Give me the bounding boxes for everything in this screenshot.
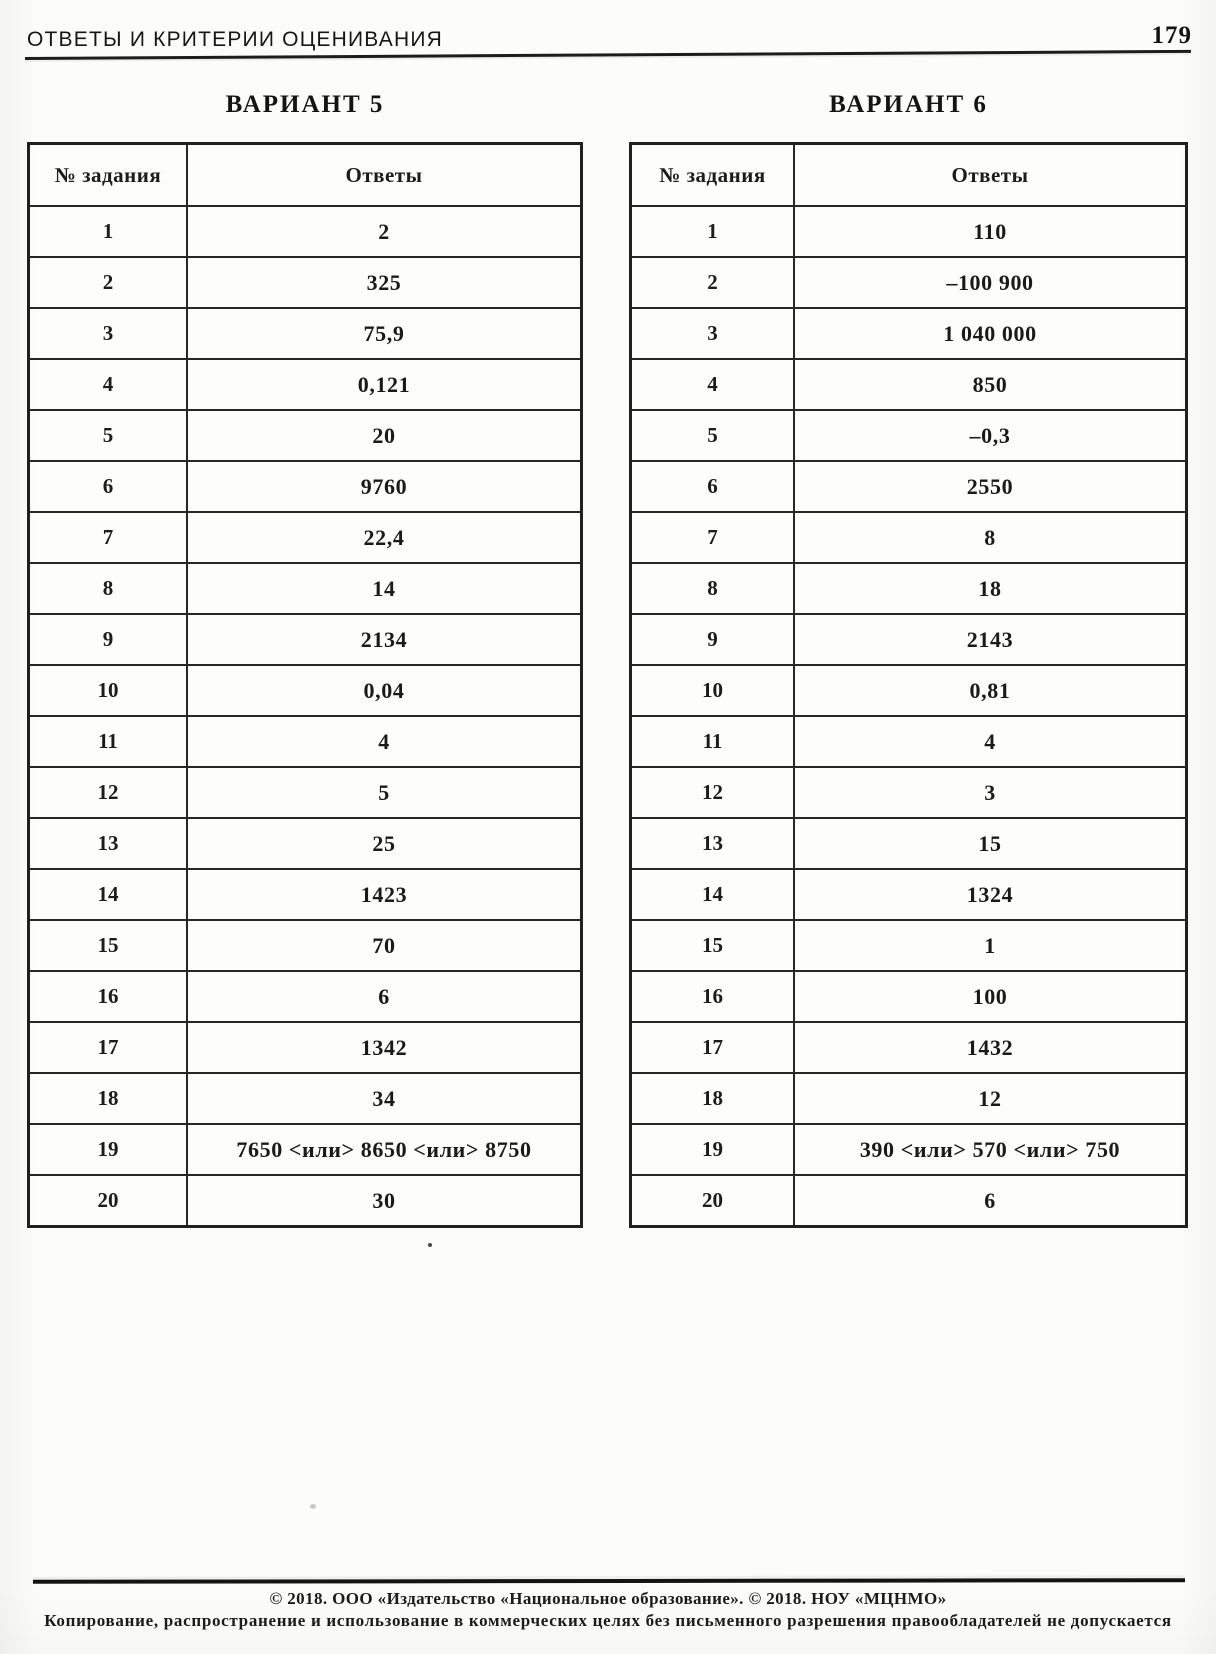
table-row xyxy=(631,257,1187,308)
table-row xyxy=(631,614,1187,665)
cell-task-number: 8 xyxy=(631,563,795,614)
cell-answer: 0,04 xyxy=(187,665,582,716)
cell-answer: 7650 <или> 8650 <или> 8750 xyxy=(187,1124,582,1175)
cell-answer: 325 xyxy=(187,257,582,308)
cell-answer: 6 xyxy=(794,1175,1187,1227)
cell-answer: 70 xyxy=(187,920,582,971)
cell-task-number: 13 xyxy=(29,818,188,869)
page-number: 179 xyxy=(1151,22,1192,49)
cell-task-number: 6 xyxy=(29,461,188,512)
table-row xyxy=(29,1073,582,1124)
cell-task-number: 18 xyxy=(29,1073,188,1124)
cell-task-number: 19 xyxy=(631,1124,795,1175)
cell-task-number: 7 xyxy=(631,512,795,563)
cell-task-number: 1 xyxy=(631,206,795,257)
cell-answer: 1342 xyxy=(187,1022,582,1073)
variant-5-section xyxy=(27,90,583,1228)
table-row xyxy=(29,1175,582,1227)
variant-6-section xyxy=(629,90,1188,1228)
table-row xyxy=(29,1022,582,1073)
table-row xyxy=(631,869,1187,920)
table-row xyxy=(29,818,582,869)
table-row xyxy=(29,665,582,716)
cell-answer: 34 xyxy=(187,1073,582,1124)
cell-answer: 2134 xyxy=(187,614,582,665)
table-header-row xyxy=(631,144,1187,207)
table-row xyxy=(631,359,1187,410)
table-row xyxy=(29,767,582,818)
cell-task-number: 9 xyxy=(631,614,795,665)
cell-answer: 110 xyxy=(794,206,1187,257)
cell-answer: –0,3 xyxy=(794,410,1187,461)
cell-task-number: 16 xyxy=(29,971,188,1022)
table-row xyxy=(29,563,582,614)
column-header-task-number: № задания xyxy=(29,144,188,207)
cell-task-number: 12 xyxy=(29,767,188,818)
cell-task-number: 1 xyxy=(29,206,188,257)
cell-answer: 20 xyxy=(187,410,582,461)
cell-answer: 1 040 000 xyxy=(794,308,1187,359)
variant-5-title: ВАРИАНТ 5 xyxy=(225,91,385,118)
cell-answer: 2 xyxy=(187,206,582,257)
table-row xyxy=(29,206,582,257)
cell-task-number: 2 xyxy=(29,257,188,308)
column-header-answers: Ответы xyxy=(187,144,582,207)
cell-answer: 14 xyxy=(187,563,582,614)
cell-answer: 390 <или> 570 <или> 750 xyxy=(794,1124,1187,1175)
cell-task-number: 2 xyxy=(631,257,795,308)
cell-task-number: 5 xyxy=(631,410,795,461)
cell-answer: 1 xyxy=(794,920,1187,971)
cell-answer: 100 xyxy=(794,971,1187,1022)
cell-answer: 0,81 xyxy=(794,665,1187,716)
table-row xyxy=(631,206,1187,257)
column-header-task-number: № задания xyxy=(631,144,795,207)
table-row xyxy=(631,665,1187,716)
cell-answer: 2143 xyxy=(794,614,1187,665)
running-title: ОТВЕТЫ И КРИТЕРИИ ОЦЕНИВАНИЯ xyxy=(27,28,444,51)
cell-task-number: 9 xyxy=(29,614,188,665)
cell-answer: 25 xyxy=(187,818,582,869)
cell-answer: 8 xyxy=(794,512,1187,563)
footer-copyright: © 2018. ООО «Издательство «Национальное образование». © 2018. НОУ «МЦНМО» xyxy=(269,1589,947,1608)
cell-task-number: 13 xyxy=(631,818,795,869)
cell-task-number: 19 xyxy=(29,1124,188,1175)
cell-answer: 1432 xyxy=(794,1022,1187,1073)
cell-task-number: 20 xyxy=(631,1175,795,1227)
table-row xyxy=(631,308,1187,359)
footer-copy-notice: Копирование, распространение и использование в коммерческих целях без письменного разрешения правообладателей не допускается xyxy=(44,1611,1172,1630)
table-row xyxy=(631,1124,1187,1175)
cell-task-number: 15 xyxy=(29,920,188,971)
table-row xyxy=(29,461,582,512)
variant-6-title: ВАРИАНТ 6 xyxy=(829,91,988,118)
cell-answer: 2550 xyxy=(794,461,1187,512)
cell-answer: 0,121 xyxy=(187,359,582,410)
table-row xyxy=(631,767,1187,818)
table-row xyxy=(29,308,582,359)
cell-task-number: 14 xyxy=(631,869,795,920)
cell-task-number: 17 xyxy=(631,1022,795,1073)
cell-task-number: 7 xyxy=(29,512,188,563)
table-row xyxy=(631,818,1187,869)
cell-answer: 850 xyxy=(794,359,1187,410)
table-row xyxy=(631,461,1187,512)
cell-answer: 6 xyxy=(187,971,582,1022)
scan-speck xyxy=(310,1504,316,1509)
table-row xyxy=(631,920,1187,971)
cell-answer: 15 xyxy=(794,818,1187,869)
cell-answer: 1423 xyxy=(187,869,582,920)
table-row xyxy=(29,614,582,665)
cell-task-number: 11 xyxy=(631,716,795,767)
cell-answer: 4 xyxy=(187,716,582,767)
cell-task-number: 11 xyxy=(29,716,188,767)
table-row xyxy=(631,716,1187,767)
cell-task-number: 10 xyxy=(631,665,795,716)
cell-task-number: 8 xyxy=(29,563,188,614)
cell-task-number: 3 xyxy=(29,308,188,359)
cell-task-number: 17 xyxy=(29,1022,188,1073)
cell-answer: –100 900 xyxy=(794,257,1187,308)
table-row xyxy=(29,971,582,1022)
table-row xyxy=(29,920,582,971)
footer-rule xyxy=(33,1578,1185,1584)
table-row xyxy=(631,971,1187,1022)
table-row xyxy=(631,563,1187,614)
cell-task-number: 20 xyxy=(29,1175,188,1227)
table-row xyxy=(631,1175,1187,1227)
cell-answer: 3 xyxy=(794,767,1187,818)
cell-task-number: 18 xyxy=(631,1073,795,1124)
cell-task-number: 10 xyxy=(29,665,188,716)
cell-task-number: 4 xyxy=(631,359,795,410)
cell-task-number: 12 xyxy=(631,767,795,818)
cell-answer: 75,9 xyxy=(187,308,582,359)
cell-task-number: 6 xyxy=(631,461,795,512)
cell-task-number: 15 xyxy=(631,920,795,971)
cell-answer: 30 xyxy=(187,1175,582,1227)
table-row xyxy=(631,512,1187,563)
cell-task-number: 16 xyxy=(631,971,795,1022)
cell-task-number: 5 xyxy=(29,410,188,461)
cell-answer: 4 xyxy=(794,716,1187,767)
cell-answer: 5 xyxy=(187,767,582,818)
table-row xyxy=(29,359,582,410)
table-row xyxy=(29,869,582,920)
column-header-answers: Ответы xyxy=(794,144,1187,207)
scan-speck xyxy=(428,1243,432,1247)
cell-answer: 18 xyxy=(794,563,1187,614)
cell-answer: 22,4 xyxy=(187,512,582,563)
table-row xyxy=(29,1124,582,1175)
variant-6-answers-table xyxy=(629,142,1188,1228)
table-row xyxy=(631,410,1187,461)
table-row xyxy=(631,1073,1187,1124)
table-row xyxy=(29,410,582,461)
cell-answer: 1324 xyxy=(794,869,1187,920)
cell-answer: 12 xyxy=(794,1073,1187,1124)
table-row xyxy=(631,1022,1187,1073)
cell-task-number: 14 xyxy=(29,869,188,920)
cell-task-number: 3 xyxy=(631,308,795,359)
table-row xyxy=(29,257,582,308)
table-header-row xyxy=(29,144,582,207)
cell-answer: 9760 xyxy=(187,461,582,512)
cell-task-number: 4 xyxy=(29,359,188,410)
table-row xyxy=(29,716,582,767)
variant-5-answers-table xyxy=(27,142,583,1228)
table-row xyxy=(29,512,582,563)
